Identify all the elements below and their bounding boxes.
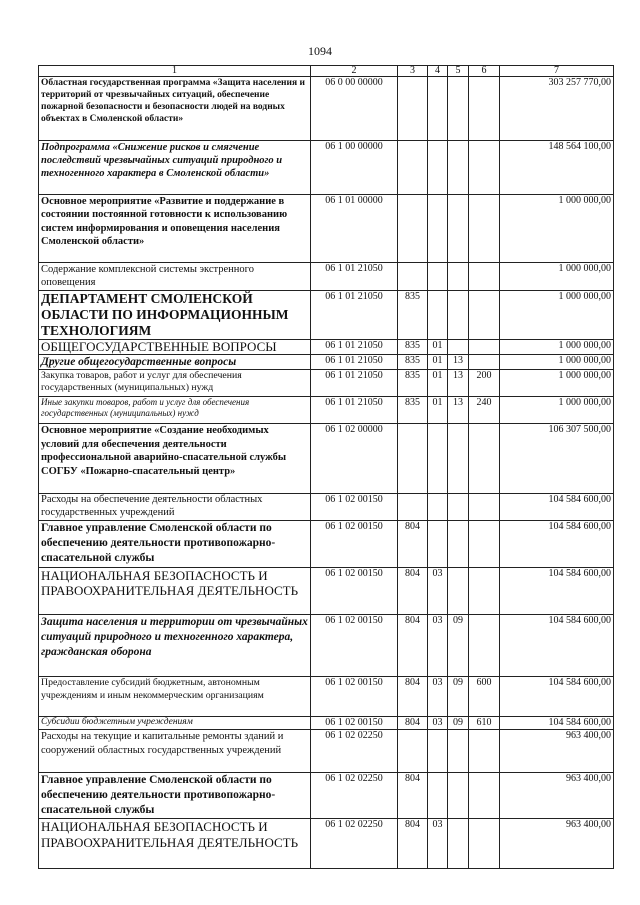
row-department xyxy=(398,195,428,263)
row-amount: 1 000 000,00 xyxy=(500,340,614,355)
table-row xyxy=(39,424,614,494)
table-row xyxy=(39,568,614,615)
row-expense-type xyxy=(469,340,500,355)
table-row xyxy=(39,370,614,397)
row-department: 835 xyxy=(398,397,428,424)
row-name: Подпрограмма «Снижение рисков и смягчение последствий чрезвычайных ситуаций природного и техногенного характера в Смоленской области» xyxy=(39,141,311,195)
row-name: Предоставление субсидий бюджетным, автономным учреждениям и иным некоммерческим организациям xyxy=(39,677,311,717)
row-expense-type xyxy=(469,568,500,615)
row-department: 804 xyxy=(398,677,428,717)
row-name: Расходы на обеспечение деятельности областных государственных учреждений xyxy=(39,494,311,521)
row-code: 06 1 02 00000 xyxy=(311,424,398,494)
row-section: 03 xyxy=(428,717,448,730)
row-code: 06 1 01 21050 xyxy=(311,397,398,424)
row-amount: 1 000 000,00 xyxy=(500,195,614,263)
row-subsection: 09 xyxy=(448,677,469,717)
row-department: 835 xyxy=(398,370,428,397)
table-header-row xyxy=(39,66,614,77)
column-header: 6 xyxy=(469,66,500,77)
row-name: Субсидии бюджетным учреждениям xyxy=(39,717,311,730)
row-department: 835 xyxy=(398,355,428,370)
row-section xyxy=(428,730,448,773)
row-expense-type xyxy=(469,819,500,869)
row-subsection xyxy=(448,819,469,869)
row-name: ОБЩЕГОСУДАРСТВЕННЫЕ ВОПРОСЫ xyxy=(39,340,311,355)
table-row xyxy=(39,195,614,263)
row-amount: 963 400,00 xyxy=(500,819,614,869)
table-row xyxy=(39,494,614,521)
row-section: 03 xyxy=(428,568,448,615)
row-amount: 104 584 600,00 xyxy=(500,677,614,717)
row-subsection: 13 xyxy=(448,397,469,424)
row-department: 804 xyxy=(398,819,428,869)
table-row xyxy=(39,717,614,730)
row-code: 06 1 01 21050 xyxy=(311,291,398,340)
row-section xyxy=(428,141,448,195)
row-expense-type xyxy=(469,355,500,370)
row-code: 06 1 02 00150 xyxy=(311,717,398,730)
column-header: 3 xyxy=(398,66,428,77)
row-code: 06 1 02 00150 xyxy=(311,677,398,717)
table-row xyxy=(39,355,614,370)
row-department: 804 xyxy=(398,773,428,819)
row-department: 804 xyxy=(398,717,428,730)
row-expense-type xyxy=(469,263,500,291)
row-expense-type xyxy=(469,521,500,568)
row-name: НАЦИОНАЛЬНАЯ БЕЗОПАСНОСТЬ И ПРАВООХРАНИТЕЛЬНАЯ ДЕЯТЕЛЬНОСТЬ xyxy=(39,819,311,869)
row-section: 01 xyxy=(428,355,448,370)
row-expense-type: 200 xyxy=(469,370,500,397)
row-subsection xyxy=(448,424,469,494)
row-amount: 148 564 100,00 xyxy=(500,141,614,195)
row-expense-type xyxy=(469,494,500,521)
row-subsection xyxy=(448,730,469,773)
row-expense-type xyxy=(469,291,500,340)
row-name: ДЕПАРТАМЕНТ СМОЛЕНСКОЙ ОБЛАСТИ ПО ИНФОРМАЦИОННЫМ ТЕХНОЛОГИЯМ xyxy=(39,291,311,340)
row-expense-type xyxy=(469,730,500,773)
row-amount: 1 000 000,00 xyxy=(500,397,614,424)
row-section xyxy=(428,424,448,494)
row-subsection xyxy=(448,77,469,141)
row-code: 06 1 02 00150 xyxy=(311,521,398,568)
row-code: 06 1 01 21050 xyxy=(311,340,398,355)
table-row xyxy=(39,521,614,568)
row-amount: 104 584 600,00 xyxy=(500,615,614,677)
row-name: Главное управление Смоленской области по обеспечению деятельности противопожарно-спасательной службы xyxy=(39,773,311,819)
table-row xyxy=(39,730,614,773)
row-expense-type: 240 xyxy=(469,397,500,424)
row-subsection: 09 xyxy=(448,615,469,677)
row-department: 835 xyxy=(398,340,428,355)
row-expense-type: 600 xyxy=(469,677,500,717)
table-row xyxy=(39,77,614,141)
table-row xyxy=(39,397,614,424)
row-department xyxy=(398,141,428,195)
table-row xyxy=(39,677,614,717)
row-department xyxy=(398,424,428,494)
column-header: 5 xyxy=(448,66,469,77)
row-amount: 104 584 600,00 xyxy=(500,494,614,521)
row-subsection xyxy=(448,141,469,195)
row-code: 06 1 00 00000 xyxy=(311,141,398,195)
budget-table xyxy=(38,65,614,869)
row-subsection xyxy=(448,340,469,355)
row-expense-type xyxy=(469,141,500,195)
row-name: Содержание комплексной системы экстренного оповещения xyxy=(39,263,311,291)
row-amount: 1 000 000,00 xyxy=(500,355,614,370)
row-section xyxy=(428,521,448,568)
row-department xyxy=(398,263,428,291)
row-subsection xyxy=(448,291,469,340)
row-name: Другие общегосударственные вопросы xyxy=(39,355,311,370)
row-department xyxy=(398,730,428,773)
row-section xyxy=(428,773,448,819)
row-code: 06 1 02 00150 xyxy=(311,615,398,677)
row-section: 03 xyxy=(428,677,448,717)
row-section xyxy=(428,77,448,141)
row-code: 06 1 02 02250 xyxy=(311,730,398,773)
row-expense-type xyxy=(469,615,500,677)
row-name: НАЦИОНАЛЬНАЯ БЕЗОПАСНОСТЬ И ПРАВООХРАНИТЕЛЬНАЯ ДЕЯТЕЛЬНОСТЬ xyxy=(39,568,311,615)
row-subsection xyxy=(448,494,469,521)
row-section: 01 xyxy=(428,370,448,397)
row-section xyxy=(428,291,448,340)
row-name: Закупка товаров, работ и услуг для обеспечения государственных (муниципальных) нужд xyxy=(39,370,311,397)
row-subsection xyxy=(448,195,469,263)
table-row xyxy=(39,340,614,355)
column-header: 4 xyxy=(428,66,448,77)
row-subsection xyxy=(448,773,469,819)
row-subsection: 13 xyxy=(448,355,469,370)
row-department: 804 xyxy=(398,568,428,615)
row-code: 06 1 02 00150 xyxy=(311,494,398,521)
row-section: 01 xyxy=(428,397,448,424)
row-name: Областная государственная программа «Защита населения и территорий от чрезвычайных ситуаций, обеспечение пожарной безопасности и безопасности людей на водных объектах в Смоленской области» xyxy=(39,77,311,141)
row-name: Основное мероприятие «Развитие и поддержание в состоянии постоянной готовности к использованию систем информирования и оповещения населения Смоленской области» xyxy=(39,195,311,263)
page-number: 1094 xyxy=(308,44,332,58)
table-row xyxy=(39,773,614,819)
row-code: 06 1 02 00150 xyxy=(311,568,398,615)
table-row xyxy=(39,263,614,291)
row-section: 03 xyxy=(428,615,448,677)
row-code: 06 1 01 21050 xyxy=(311,370,398,397)
row-code: 06 1 01 21050 xyxy=(311,263,398,291)
row-code: 06 1 02 02250 xyxy=(311,819,398,869)
row-amount: 106 307 500,00 xyxy=(500,424,614,494)
row-subsection: 09 xyxy=(448,717,469,730)
row-department xyxy=(398,494,428,521)
row-code: 06 1 01 21050 xyxy=(311,355,398,370)
row-amount: 303 257 770,00 xyxy=(500,77,614,141)
row-name: Расходы на текущие и капитальные ремонты зданий и сооружений областных государственных учреждений xyxy=(39,730,311,773)
row-expense-type xyxy=(469,77,500,141)
row-department: 835 xyxy=(398,291,428,340)
row-expense-type: 610 xyxy=(469,717,500,730)
row-expense-type xyxy=(469,424,500,494)
row-subsection xyxy=(448,568,469,615)
table-row xyxy=(39,291,614,340)
row-section xyxy=(428,494,448,521)
row-amount: 104 584 600,00 xyxy=(500,717,614,730)
row-code: 06 0 00 00000 xyxy=(311,77,398,141)
table-row xyxy=(39,819,614,869)
row-code: 06 1 01 00000 xyxy=(311,195,398,263)
row-name: Иные закупки товаров, работ и услуг для обеспечения государственных (муниципальных) нужд xyxy=(39,397,311,424)
row-department xyxy=(398,77,428,141)
column-header: 2 xyxy=(311,66,398,77)
row-expense-type xyxy=(469,195,500,263)
column-header: 7 xyxy=(500,66,614,77)
row-subsection xyxy=(448,521,469,568)
table-row xyxy=(39,615,614,677)
row-name: Главное управление Смоленской области по обеспечению деятельности противопожарно-спасательной службы xyxy=(39,521,311,568)
row-code: 06 1 02 02250 xyxy=(311,773,398,819)
row-expense-type xyxy=(469,773,500,819)
row-section: 03 xyxy=(428,819,448,869)
row-amount: 963 400,00 xyxy=(500,773,614,819)
column-header: 1 xyxy=(39,66,311,77)
row-amount: 104 584 600,00 xyxy=(500,568,614,615)
row-amount: 1 000 000,00 xyxy=(500,263,614,291)
row-amount: 1 000 000,00 xyxy=(500,370,614,397)
row-section xyxy=(428,263,448,291)
row-name: Защита населения и территории от чрезвычайных ситуаций природного и техногенного характера, гражданская оборона xyxy=(39,615,311,677)
row-department: 804 xyxy=(398,615,428,677)
row-section: 01 xyxy=(428,340,448,355)
row-section xyxy=(428,195,448,263)
row-amount: 104 584 600,00 xyxy=(500,521,614,568)
row-amount: 1 000 000,00 xyxy=(500,291,614,340)
row-name: Основное мероприятие «Создание необходимых условий для обеспечения деятельности профессиональной аварийно-спасательной службы СОГБУ «Пожарно-спасательный центр» xyxy=(39,424,311,494)
row-subsection: 13 xyxy=(448,370,469,397)
row-department: 804 xyxy=(398,521,428,568)
row-subsection xyxy=(448,263,469,291)
table-row xyxy=(39,141,614,195)
row-amount: 963 400,00 xyxy=(500,730,614,773)
